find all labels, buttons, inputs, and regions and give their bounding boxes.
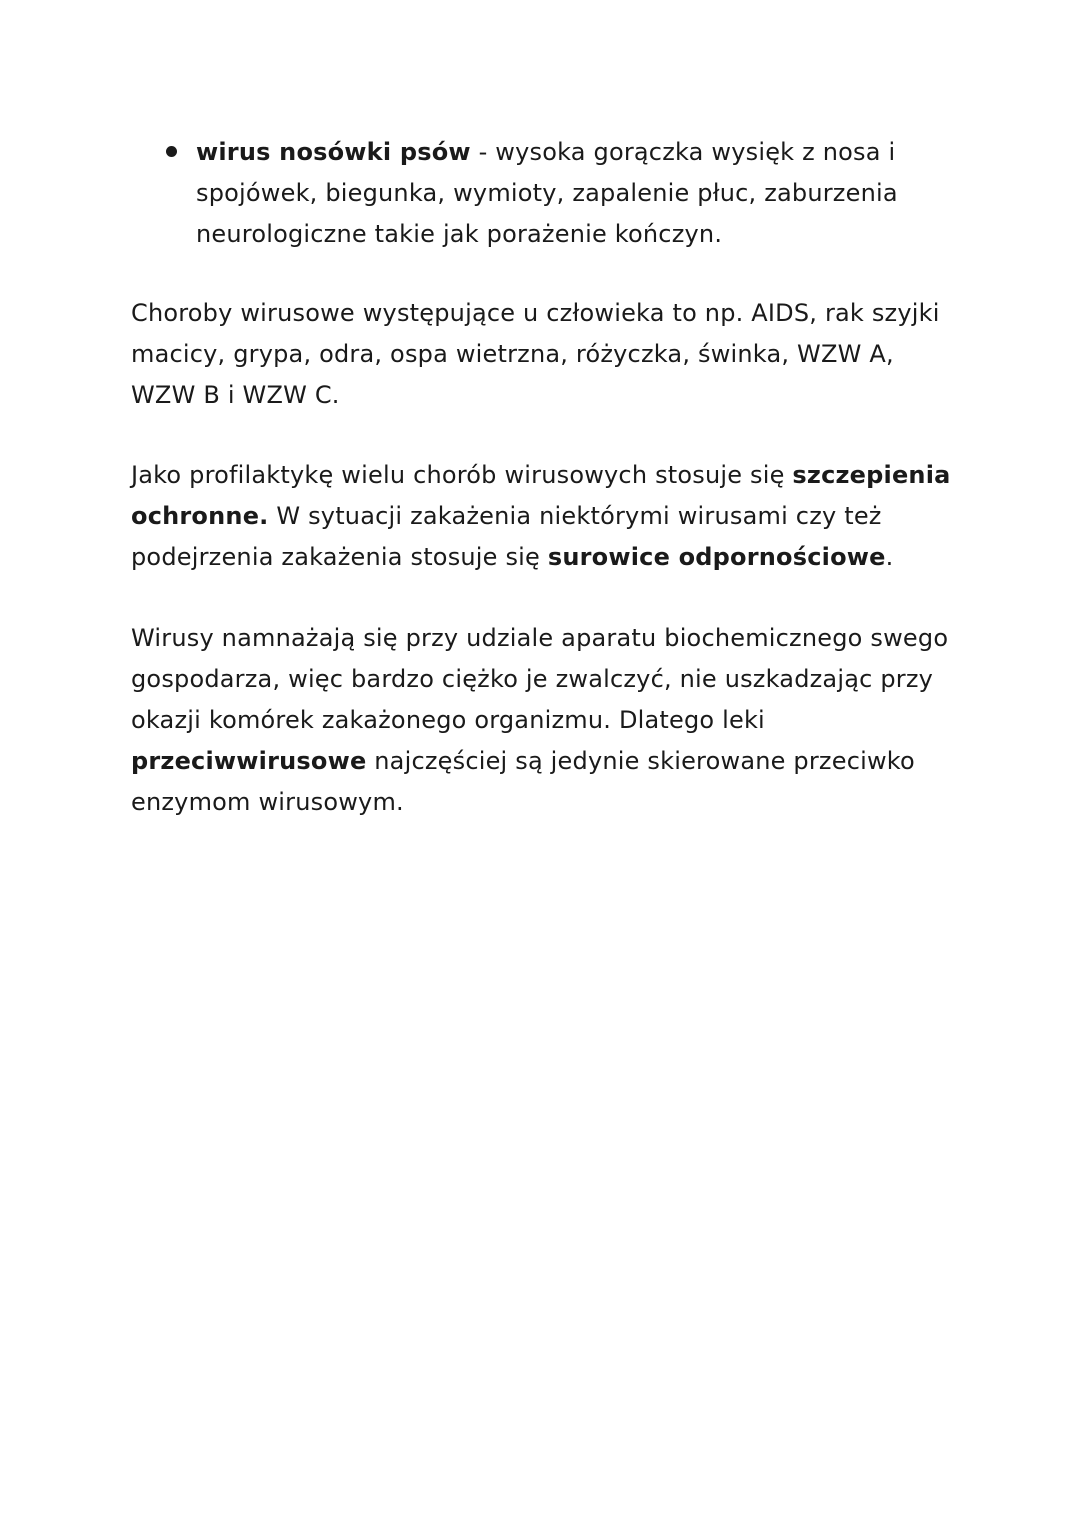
bullet-item-distemper [166, 132, 966, 255]
paragraph-antivirals-text-1: Wirusy namnażają się przy udziale aparatu biochemicznego swego gospodarza, więc bardzo ciężko je zwalczyć, nie uszkadzając przy okazji komórek zakażonego organizmu. Dlatego leki [131, 624, 949, 734]
term-immune-sera: surowice odpornościowe [547, 543, 886, 571]
paragraph-prophylaxis [131, 455, 961, 578]
bullet-item-text [196, 132, 966, 255]
bullet-term: wirus nosówki psów [196, 138, 471, 166]
paragraph-antivirals [131, 618, 961, 823]
bullet-separator: - [470, 138, 496, 166]
paragraph-human-diseases [131, 293, 961, 416]
paragraph-prophylaxis-text-3: . [885, 543, 894, 571]
paragraph-prophylaxis-text-1: Jako profilaktykę wielu chorób wirusowych stosuje się [131, 461, 793, 489]
paragraph-antivirals-text-2: najczęściej są jedynie skierowane przeciwko enzymom wirusowym. [131, 747, 915, 816]
bullet-description: wysoka gorączka wysięk z nosa i spojówek, biegunka, wymioty, zapalenie płuc, zaburzenia neurologiczne takie jak porażenie kończyn. [196, 138, 898, 248]
term-vaccinations: szczepienia ochronne. [131, 461, 951, 530]
paragraph-human-diseases-text: Choroby wirusowe występujące u człowieka to np. AIDS, rak szyjki macicy, grypa, odra, ospa wietrzna, różyczka, świnka, WZW A, WZW B i WZW C. [131, 299, 940, 409]
paragraph-prophylaxis-text-2: W sytuacji zakażenia niektórymi wirusami czy też podejrzenia zakażenia stosuje się [131, 502, 882, 571]
bullet-point-icon [166, 146, 177, 157]
term-antivirals: przeciwwirusowe [131, 747, 367, 775]
